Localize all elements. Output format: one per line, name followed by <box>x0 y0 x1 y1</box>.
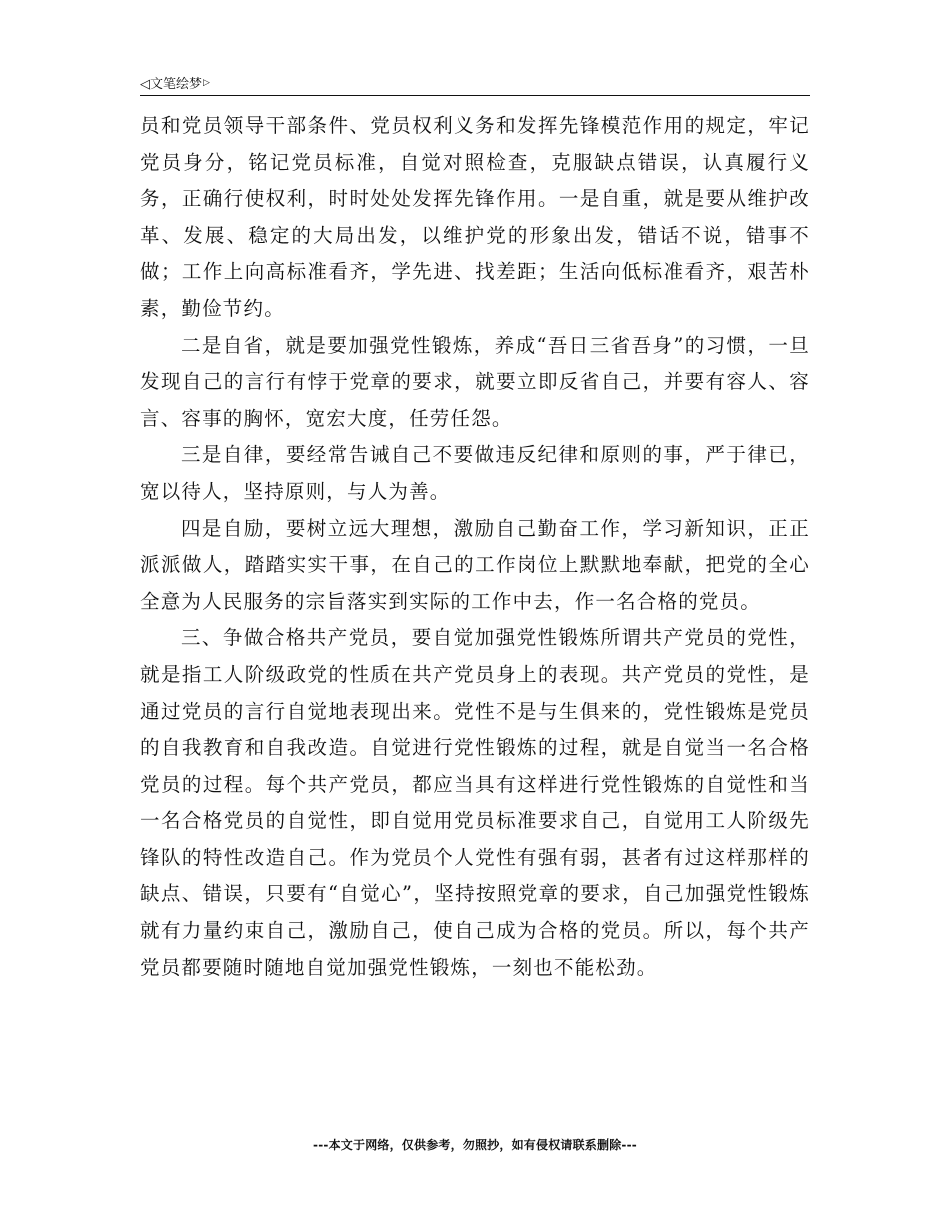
header-brand <box>140 74 210 94</box>
right-triangle-icon: ▷ <box>203 78 210 88</box>
page-header <box>140 72 810 96</box>
header-title: 文笔绘梦 <box>150 77 203 92</box>
paragraph-self-discipline: 三是自律，要经常告诫自己不要做违反纪律和原则的事，严于律已，宽以待人，坚持原则，与人为善。 <box>140 443 810 503</box>
paragraph-section-three: 三、争做合格共产党员，要自觉加强党性锻炼所谓共产党员的党性，就是指工人阶级政党的性质在共产党员身上的表现。共产党员的党性，是通过党员的言行自觉地表现出来。党性不是与生俱来的，党性锻炼是党员的自我教育和自我改造。自觉进行党性锻炼的过程，就是自觉当一名合格党员的过程。每个共产党员，都应当具有这样进行党性锻炼的自觉性和当一名合格党员的自觉性，即自觉用党员标准要求自己，自觉用工人阶级先锋队的特性改造自己。作为党员个人党性有强有弱，甚者有过这样那样的缺点、错误，只要有“自觉心”，坚持按照党章的要求，自己加强党性锻炼就有力量约束自己，激励自己，使自己成为合格的党员。所以，每个共产党员都要随时随地自觉加强党性锻炼，一刻也不能松劲。 <box>140 626 810 979</box>
paragraph-self-motivation: 四是自励，要树立远大理想，激励自己勤奋工作，学习新知识，正正派派做人，踏踏实实干事，在自己的工作岗位上默默地奉献，把党的全心全意为人民服务的宗旨落实到实际的工作中去，作一名合格的党员。 <box>140 516 810 613</box>
left-triangle-icon: ◁ <box>140 77 150 92</box>
paragraph-continued: 员和党员领导干部条件、党员权利义务和发挥先锋模范作用的规定，牢记党员身分，铭记党员标准，自觉对照检查，克服缺点错误，认真履行义务，正确行使权利，时时处处发挥先锋作用。一是自重，就是要从维护改革、发展、稳定的大局出发，以维护党的形象出发，错话不说，错事不做；工作上向高标准看齐，学先进、找差距；生活向低标准看齐，艰苦朴素，勤俭节约。 <box>140 114 810 320</box>
page-footer: ---本文于网络，仅供参考，勿照抄，如有侵权请联系删除--- <box>313 1138 637 1152</box>
paragraph-self-reflection: 二是自省，就是要加强党性锻炼，养成“吾日三省吾身”的习惯，一旦发现自己的言行有悖于党章的要求，就要立即反省自己，并要有容人、容言、容事的胸怀，宽宏大度，任劳任怨。 <box>140 333 810 430</box>
document-body <box>140 108 810 986</box>
